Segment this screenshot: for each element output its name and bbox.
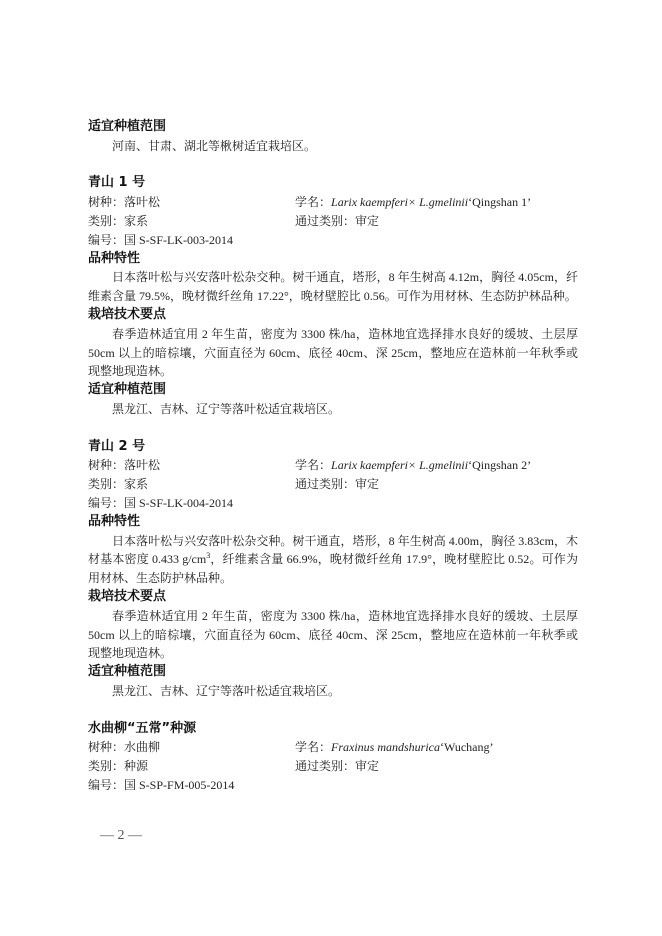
- paragraph: 日本落叶松与兴安落叶松杂交种。树干通直，塔形，8 年生树高 4.00m，胸径 3.83cm，木材基本密度 0.433 $g/cm^3$，纤维素含量 66.9%，晚材微纤丝角 17.9°，晚材壁腔比 0.52。可作为用材林、生态防护林品种。: [88, 533, 578, 586]
- code-field: 编号：国 S-SF-LK-004-2014: [88, 495, 234, 510]
- category-field: 类别：家系: [88, 213, 149, 228]
- section-heading: 适宜种植范围: [88, 382, 167, 398]
- document-body: [88, 118, 578, 795]
- code-field: 编号：国 S-SP-FM-005-2014: [88, 777, 235, 792]
- species-field: 树种：水曲柳: [88, 740, 161, 755]
- species-field: 树种：落叶松: [88, 458, 161, 473]
- approval-field: 通过类别：审定: [295, 213, 380, 228]
- paragraph: 春季造林适宜用 2 年生苗，密度为 3300 株/ha，造林地宜选择排水良好的缓坡、土层厚 50cm 以上的暗棕壤，穴面直径为 60cm、底径 40cm、深 25cm，整地应在造林前一年秋季或现整地现造林。: [88, 326, 578, 379]
- approval-field: 通过类别：审定: [295, 759, 380, 774]
- category-field: 类别：家系: [88, 477, 149, 492]
- paragraph: 黑龙江、吉林、辽宁等落叶松适宜栽培区。: [112, 683, 341, 698]
- page-number: — 2 —: [100, 828, 142, 843]
- variety-entry: [88, 720, 578, 795]
- paragraph: 春季造林适宜用 2 年生苗，密度为 3300 株/ha，造林地宜选择排水良好的缓坡、土层厚 50cm 以上的暗棕壤，穴面直径为 60cm、底径 40cm、深 25cm，整地应在造林前一年秋季或现整地现造林。: [88, 608, 578, 661]
- section-heading: 栽培技术要点: [88, 588, 167, 604]
- code-field: 编号：国 S-SF-LK-003-2014: [88, 232, 234, 247]
- approval-field: 通过类别：审定: [295, 477, 380, 492]
- variety-title: 青山 2 号: [88, 438, 146, 454]
- scientific-name-field: 学名：Larix kaempferi× L.gmelinii‘Qingshan 1’: [295, 195, 532, 210]
- paragraph: 日本落叶松与兴安落叶松杂交种。树干通直，塔形，8 年生树高 4.12m，胸径 4.05cm，纤维素含量 79.5%，晚材微纤丝角 17.22°，晚材壁腔比 0.56。可作为用材林、生态防护林品种。: [88, 270, 578, 304]
- variety-entry: [88, 438, 578, 701]
- scientific-name-field: 学名：Fraxinus mandshurica‘Wuchang’: [295, 740, 494, 755]
- species-field: 树种：落叶松: [88, 195, 161, 210]
- scientific-name-field: 学名：Larix kaempferi× L.gmelinii‘Qingshan 2’: [295, 458, 532, 473]
- variety-title: 水曲柳“五常”种源: [88, 720, 197, 736]
- section-heading: 品种特性: [88, 250, 141, 266]
- section-heading: 品种特性: [88, 513, 141, 529]
- variety-title: 青山 1 号: [88, 175, 146, 191]
- section-heading: 栽培技术要点: [88, 306, 167, 322]
- section-heading: 适宜种植范围: [88, 119, 167, 134]
- variety-entry: [88, 174, 578, 418]
- paragraph: 河南、甘肃、湖北等楸树适宜栽培区。: [112, 138, 317, 153]
- category-field: 类别：种源: [88, 759, 149, 774]
- paragraph: 黑龙江、吉林、辽宁等落叶松适宜栽培区。: [112, 401, 341, 416]
- section-heading: 适宜种植范围: [88, 664, 167, 680]
